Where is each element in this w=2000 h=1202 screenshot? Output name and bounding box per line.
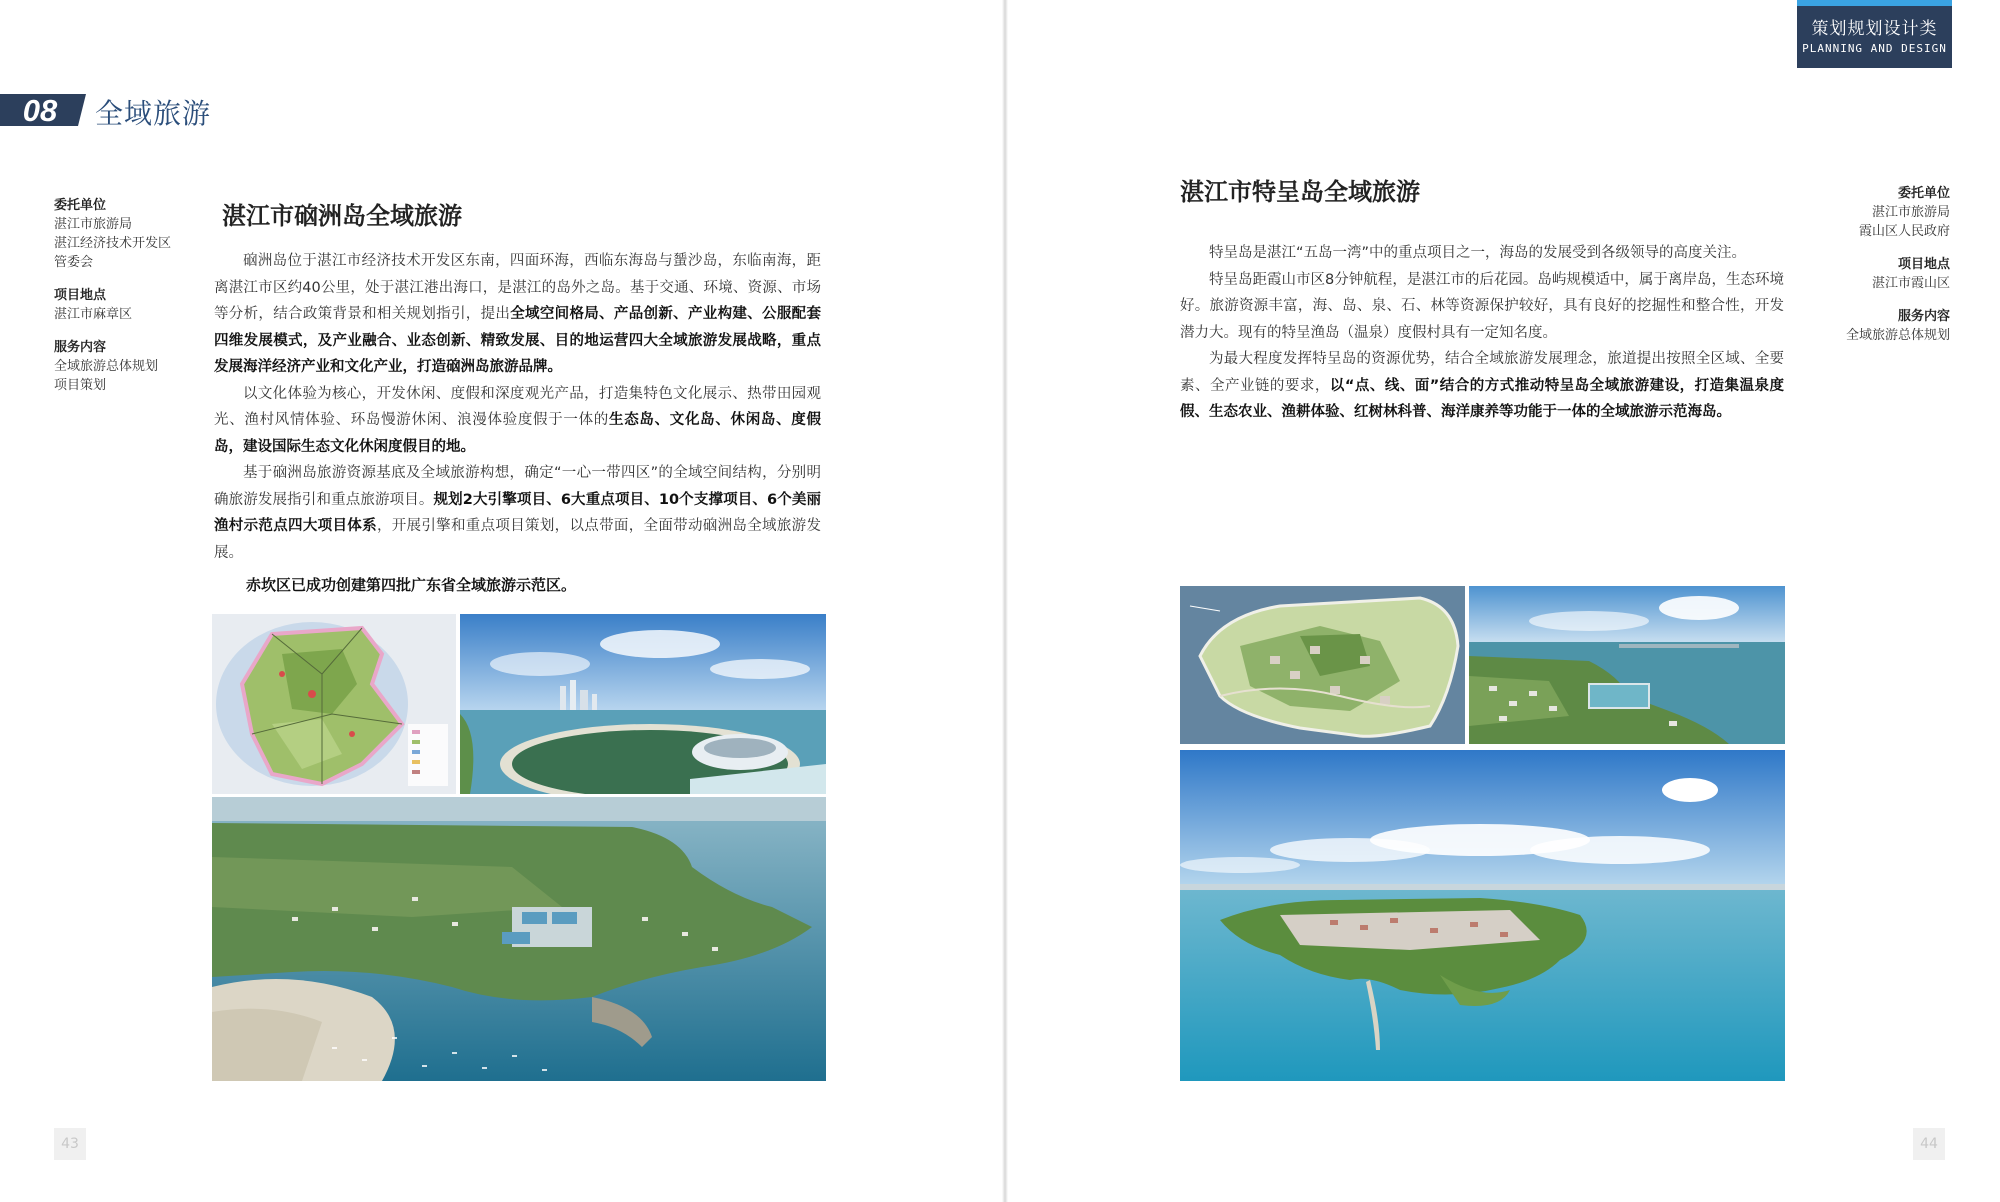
right-paragraph-1: 特呈岛是湛江“五岛一湾”中的重点项目之一，海岛的发展受到各级领导的高度关注。	[1209, 245, 1747, 261]
left-project-title: 湛江市硇洲岛全域旅游	[222, 202, 462, 230]
svg-text:08: 08	[22, 94, 58, 126]
right-body-text	[1180, 240, 1784, 426]
left-paragraph-2: 以文化体验为核心，开发休闲、度假和深度观光产品，打造集特色文化展示、热带田园观光、渔村风情体验、环岛慢游休闲、浪漫体验度假于一体的生态岛、文化岛、休闲岛、度假岛，建设国际生态文化休闲度假目的地。	[214, 385, 821, 455]
client-label: 委托单位	[1897, 186, 1950, 201]
client-line: 湛江经济技术开发区	[54, 236, 172, 251]
category-tag	[1797, 0, 1952, 68]
service-label: 服务内容	[1897, 309, 1950, 324]
left-paragraph-1: 硇洲岛位于湛江市经济技术开发区东南，四面环海，西临东海岛与蜑沙岛，东临南海，距离湛江市区约40公里，处于湛江港出海口，是湛江的岛外之岛。基于交通、环境、资源、市场等分析，结合政策背景和相关规划指引，提出全域空间格局、产品创新、产业构建、公服配套四维发展模式，及产业融合、业态创新、精致发展、目的地运营四大全域旅游发展战略，重点发展海洋经济产业和文化产业，打造硇洲岛旅游品牌。	[214, 253, 821, 375]
left-highlight-statement: 赤坎区已成功创建第四批广东省全域旅游示范区。	[246, 576, 577, 594]
naozhou-coastline-aerial-photo	[212, 797, 826, 1081]
techeng-island-aerial-photo	[1180, 750, 1785, 1081]
client-line: 管委会	[54, 255, 94, 270]
client-group	[54, 196, 194, 272]
category-tag-en: PLANNING AND DESIGN	[1802, 42, 1947, 55]
service-line: 项目策划	[54, 378, 107, 393]
right-page-number: 44	[1913, 1128, 1945, 1160]
location-label: 项目地点	[1897, 257, 1950, 272]
right-paragraph-2: 特呈岛距霞山市区8分钟航程，是湛江市的后花园。岛屿规模适中，属于离岸岛，生态环境好。旅游资源丰富，海、岛、泉、石、林等资源保护较好，具有良好的挖掘性和整合性，开发潜力大。现有的特呈渔岛（温泉）度假村具有一定知名度。	[1180, 271, 1784, 341]
left-page-number: 43	[54, 1128, 86, 1160]
service-label: 服务内容	[54, 340, 107, 355]
right-project-info	[1790, 184, 1950, 359]
category-tag-cn: 策划规划设计类	[1811, 19, 1938, 39]
naozhou-city-bay-photo	[460, 614, 826, 794]
left-paragraph-3: 基于硇洲岛旅游资源基底及全域旅游构想，确定“一心一带四区”的全域空间结构，分别明确旅游发展指引和重点旅游项目。规划2大引擎项目、6大重点项目、10个支撑项目、6个美丽渔村示范点四大项目体系，开展引擎和重点项目策划，以点带面，全面带动硇洲岛全域旅游发展。	[214, 465, 821, 561]
client-line: 霞山区人民政府	[1858, 224, 1950, 239]
client-line: 湛江市旅游局	[1871, 205, 1950, 220]
left-body-text	[214, 248, 821, 566]
location-label: 项目地点	[54, 288, 107, 303]
location-group	[54, 286, 194, 324]
client-label: 委托单位	[54, 198, 107, 213]
location-line: 湛江市麻章区	[54, 307, 133, 322]
right-paragraph-3: 为最大程度发挥特呈岛的资源优势，结合全域旅游发展理念，旅道提出按照全区域、全要素、全产业链的要求，以“点、线、面”结合的方式推动特呈岛全域旅游建设，打造集温泉度假、生态农业、渔耕体验、红树林科普、海洋康养等功能于一体的全域旅游示范海岛。	[1180, 351, 1784, 420]
techeng-plan-map	[1180, 586, 1465, 744]
client-group	[1790, 184, 1950, 241]
category-tag-accent	[1797, 0, 1952, 6]
client-line: 湛江市旅游局	[54, 217, 133, 232]
left-project-info	[54, 196, 194, 409]
book-spine	[1002, 0, 1008, 1202]
location-group	[1790, 255, 1950, 293]
location-line: 湛江市霞山区	[1871, 276, 1950, 291]
naozhou-plan-map	[212, 614, 456, 794]
right-project-title: 湛江市特呈岛全域旅游	[1180, 178, 1420, 206]
section-number-badge	[0, 94, 86, 126]
service-group	[1790, 307, 1950, 345]
techeng-harbor-photo	[1469, 586, 1785, 744]
service-line: 全域旅游总体规划	[1845, 328, 1950, 343]
service-line: 全域旅游总体规划	[54, 359, 159, 374]
section-title: 全域旅游	[95, 97, 212, 130]
service-group	[54, 338, 194, 395]
